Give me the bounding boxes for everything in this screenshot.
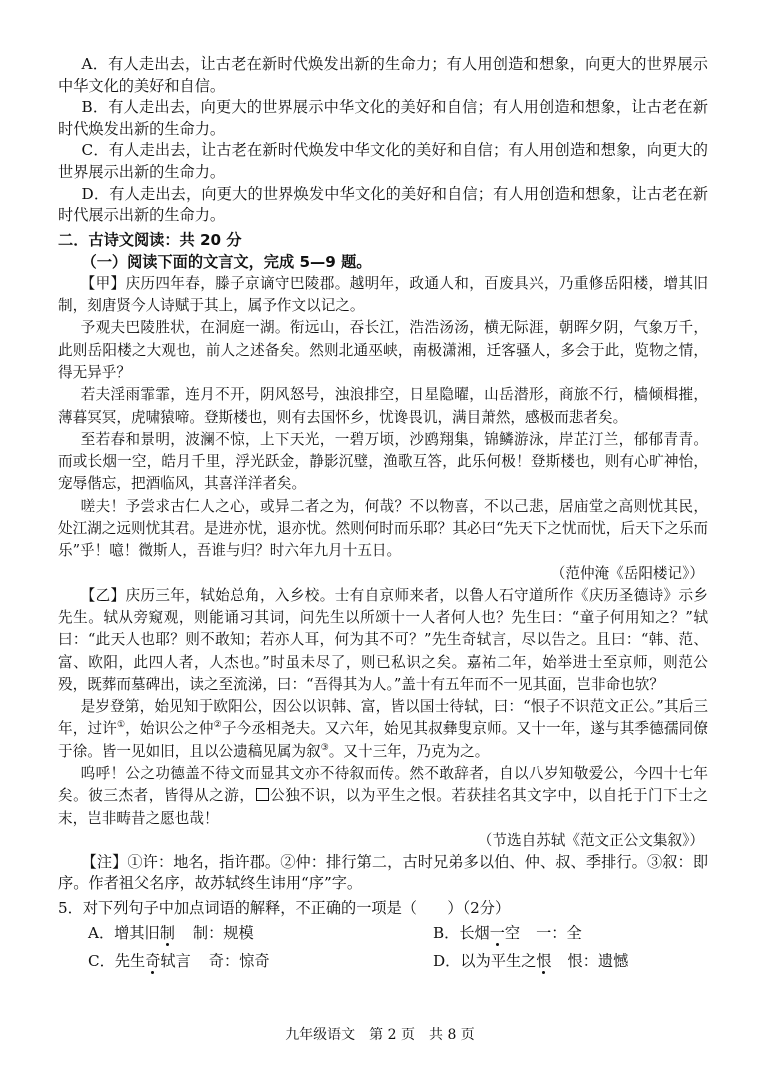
yi-p2-part: 是岁登第，始见知于欧阳公，因公以识韩、富，皆以国士待轼，曰：“恨子不识范文正公。”其后三年，过许 xyxy=(58,698,708,738)
option-c[interactable] xyxy=(88,947,433,975)
jia-paragraph-2: 予观夫巴陵胜状，在洞庭一湖。衔远山，吞长江，浩浩汤汤，横无际涯，朝晖夕阴，气象万千，此则岳阳楼之大观也，前人之述备矣。然则北通巫峡，南极潇湘，迁客骚人，多会于此，览物之情，得无异乎？ xyxy=(58,319,708,381)
option-text: 空 xyxy=(504,924,521,943)
jia-paragraph-1: 【甲】庆历四年春，滕子京谪守巴陵郡。越明年，政通人和，百废具兴，乃重修岳阳楼，增其旧制，刻唐贤今人诗赋于其上，属予作文以记之。 xyxy=(58,274,708,315)
annotation-note: 【注】①许：地名，指许郡。②仲：排行第二，古时兄弟多以伯、仲、叔、季排行。③叙：即序。作者祖父名序，故苏轼终生讳用“序”字。 xyxy=(58,852,708,893)
passage-jia xyxy=(58,273,708,585)
yi-p3-part: 呜呼！公之功德盖不待文而显其文亦不待叙而传。然不敢辞者，自以八岁知敬爱公，今四十七年矣。彼三杰者，皆得从之游， xyxy=(58,764,708,805)
yi-paragraph-1: 【乙】庆历三年，轼始总角，入乡校。士有自京师来者，以鲁人石守道所作《庆历圣德诗》示乡先生。轼从旁窥观，则能诵习其词，问先生以所颂十一人者何人也？先生曰：“童子何用知之？”轼曰：“此天人也耶？则不敢知；若亦人耳，何为其不可？”先生奇轼言，尽以告之。且曰：“韩、范、富、欧阳，此四人者，人杰也。”时虽未尽了，则已私识之矣。嘉祐二年，始举进士至京师，则范公殁，既葬而墓碑出，读之至流涕，曰：“吾得其为人。”盖十有五年而不一见其面，岂非命也欤？ xyxy=(58,586,708,693)
yi-p2-part: 。又十三年，乃克为之。 xyxy=(328,742,490,760)
option-definition: 惊奇 xyxy=(239,952,270,971)
dotted-word: 制 xyxy=(159,924,175,943)
option-text: 增其旧 xyxy=(114,924,160,943)
page-footer: 九年级语文 第 2 页 共 8 页 xyxy=(285,1027,475,1043)
question-5-stem: 5．对下列句子中加点词语的解释，不正确的一项是（ ）（2分） xyxy=(58,899,511,918)
yi-p2-part: ，始识公之仲 xyxy=(125,720,214,738)
subsection-title: （一）阅读下面的文言文，完成 5—9 题。 xyxy=(81,252,372,271)
footnote-marker: ① xyxy=(116,720,126,731)
option-text: 先生 xyxy=(114,952,146,971)
yi-source: （节选自苏轼《范文正公文集叙》） xyxy=(477,831,704,849)
passage-yi xyxy=(58,585,708,852)
option-label: A． xyxy=(88,924,115,943)
yi-p2-part: 子今丞相尧夫。又六年，始见其叔彝叟京师。又十一年，遂与其季德孺同僚于徐。皆一见如旧，且以公遗稿见属为叙 xyxy=(58,720,708,760)
option-key: 恨： xyxy=(567,952,598,971)
choice-a: A．有人走出去，让古老在新时代焕发出新的生命力；有人用创造和想象，向更大的世界展示中华文化的美好和自信。 xyxy=(58,55,708,95)
option-key: 奇： xyxy=(208,952,240,971)
question4-choices xyxy=(58,54,708,227)
option-text: 长烟 xyxy=(459,924,490,943)
section-title: 二．古诗文阅读：共 20 分 xyxy=(58,230,242,249)
option-label: B． xyxy=(433,924,460,943)
option-key: 制： xyxy=(192,924,224,943)
option-text: 轼言 xyxy=(160,952,191,971)
yi-paragraph-3 xyxy=(58,763,708,830)
choice-d: D．有人走出去，向更大的世界焕发中华文化的美好和自信；有人用创造和想象，让古老在新时代展示出新的生命力。 xyxy=(58,184,708,225)
option-d[interactable] xyxy=(433,947,733,975)
dotted-word: 恨 xyxy=(536,952,552,971)
missing-char-box xyxy=(256,788,269,801)
footnote-marker: ③ xyxy=(320,742,329,753)
option-definition: 全 xyxy=(566,924,582,943)
option-label: C． xyxy=(88,952,115,971)
jia-source: （范仲淹《岳阳楼记》） xyxy=(550,564,704,582)
option-definition: 遗憾 xyxy=(597,952,629,971)
question-5 xyxy=(58,897,708,975)
dotted-word: 一 xyxy=(489,924,505,943)
option-text: 以为平生之 xyxy=(460,952,537,971)
yi-paragraph-2 xyxy=(58,696,708,763)
choice-c: C．有人走出去，让古老在新时代焕发中华文化的美好和自信；有人用创造和想象，向更大的世界展示出新的生命力。 xyxy=(58,141,708,181)
jia-paragraph-5: 嗟夫！予尝求古仁人之心，或异二者之为，何哉？不以物喜，不以己悲，居庙堂之高则忧其民，处江湖之远则忧其君。是进亦忧，退亦忧。然则何时而乐耶？其必曰“先天下之忧而忧，后天下之乐而乐”乎！噫！微斯人，吾谁与归？时六年九月十五日。 xyxy=(58,497,708,560)
option-a[interactable] xyxy=(88,919,433,947)
footnote-marker: ② xyxy=(213,720,222,731)
jia-paragraph-3: 若夫淫雨霏霏，连月不开，阴风怒号，浊浪排空，日星隐曜，山岳潜形，商旅不行，樯倾楫摧，薄暮冥冥，虎啸猿啼。登斯楼也，则有去国怀乡，忧谗畏讥，满目萧然，感极而悲者矣。 xyxy=(58,386,708,426)
choice-b: B．有人走出去，向更大的世界展示中华文化的美好和自信；有人用创造和想象，让古老在新时代焕发出新的生命力。 xyxy=(58,98,708,138)
option-definition: 规模 xyxy=(223,924,254,943)
yi-p3-part: 公独不识，以为平生之恨。若获挂名其文字中，以自托于门下士之末，岂非畴昔之愿也哉！ xyxy=(58,787,708,827)
dotted-word: 奇 xyxy=(145,952,161,971)
jia-paragraph-4: 至若春和景明，波澜不惊，上下天光，一碧万顷，沙鸥翔集，锦鳞游泳，岸芷汀兰，郁郁青青。而或长烟一空，皓月千里，浮光跃金，静影沉璧，渔歌互答，此乐何极！登斯楼也，则有心旷神怡，宠辱偕忘，把酒临风，其喜洋洋者矣。 xyxy=(58,430,708,493)
option-key: 一： xyxy=(536,924,567,943)
option-label: D． xyxy=(433,952,461,971)
question-5-options xyxy=(88,919,708,975)
option-b[interactable] xyxy=(433,919,733,947)
